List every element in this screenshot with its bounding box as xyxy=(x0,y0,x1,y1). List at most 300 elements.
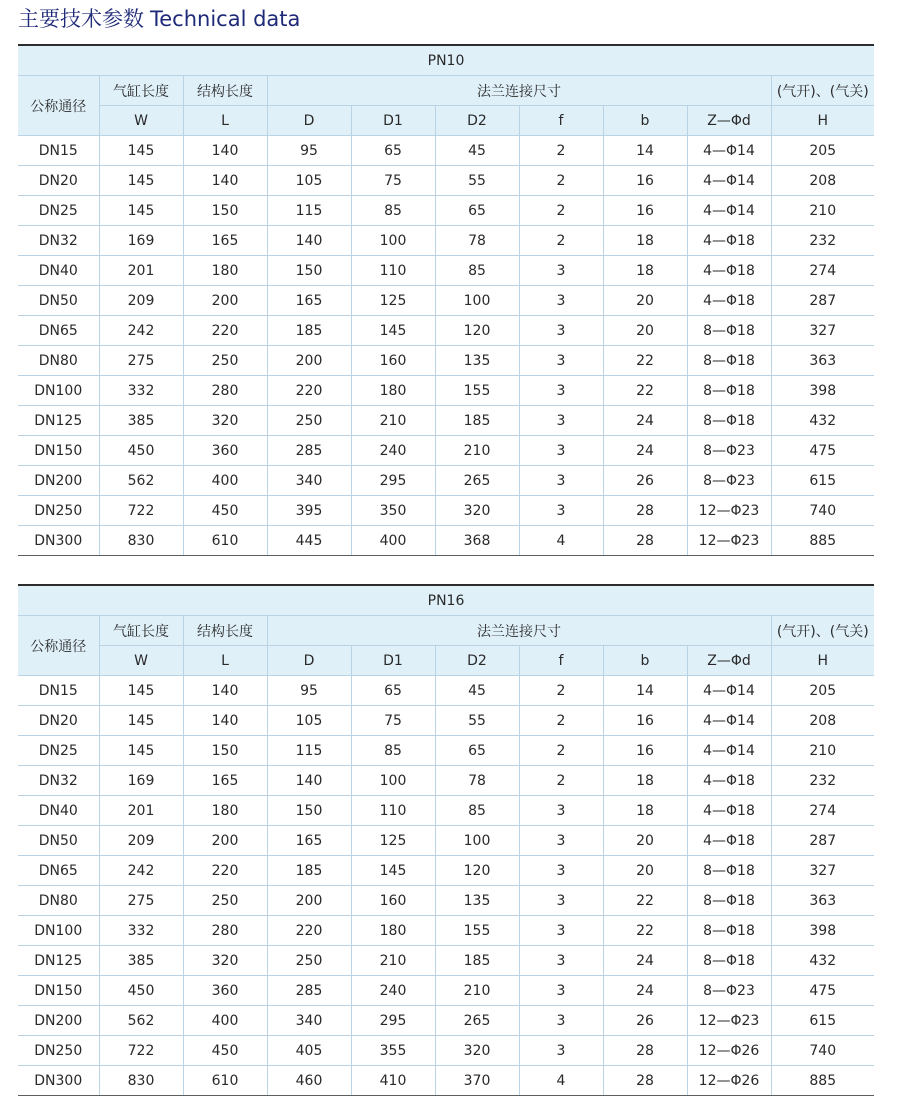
cell-d: 220 xyxy=(267,916,351,946)
table-row xyxy=(18,496,874,526)
cell-f: 3 xyxy=(519,256,603,286)
cell-w: 201 xyxy=(99,256,183,286)
cell-h: 274 xyxy=(771,796,874,826)
cell-d2: 55 xyxy=(435,166,519,196)
cell-b: 24 xyxy=(603,976,687,1006)
cell-d1: 125 xyxy=(351,826,435,856)
cell-l: 220 xyxy=(183,856,267,886)
cell-w: 722 xyxy=(99,496,183,526)
cell-nominal-diameter: DN40 xyxy=(18,256,99,286)
cell-nominal-diameter: DN32 xyxy=(18,766,99,796)
cell-d: 220 xyxy=(267,376,351,406)
cell-d1: 100 xyxy=(351,226,435,256)
cell-b: 18 xyxy=(603,766,687,796)
cell-l: 140 xyxy=(183,706,267,736)
cell-f: 3 xyxy=(519,886,603,916)
col-header-z-phi-d: Z—Φd xyxy=(687,106,771,136)
header-nominal-diameter: 公称通径 xyxy=(18,616,99,676)
cell-l: 280 xyxy=(183,376,267,406)
cell-w: 332 xyxy=(99,916,183,946)
cell-f: 3 xyxy=(519,946,603,976)
cell-d: 250 xyxy=(267,406,351,436)
cell-d: 95 xyxy=(267,136,351,166)
cell-w: 275 xyxy=(99,346,183,376)
table-row xyxy=(18,316,874,346)
cell-nominal-diameter: DN25 xyxy=(18,736,99,766)
cell-d: 105 xyxy=(267,706,351,736)
cell-d1: 180 xyxy=(351,916,435,946)
cell-l: 200 xyxy=(183,286,267,316)
cell-b: 28 xyxy=(603,496,687,526)
table-row xyxy=(18,256,874,286)
cell-f: 4 xyxy=(519,1066,603,1096)
cell-d2: 55 xyxy=(435,706,519,736)
cell-h: 327 xyxy=(771,856,874,886)
cell-d: 95 xyxy=(267,676,351,706)
cell-d: 140 xyxy=(267,766,351,796)
cell-nominal-diameter: DN300 xyxy=(18,1066,99,1096)
col-header-d: D xyxy=(267,106,351,136)
cell-b: 16 xyxy=(603,706,687,736)
cell-l: 150 xyxy=(183,736,267,766)
cell-w: 242 xyxy=(99,316,183,346)
cell-nominal-diameter: DN200 xyxy=(18,1006,99,1036)
cell-w: 201 xyxy=(99,796,183,826)
cell-nominal-diameter: DN80 xyxy=(18,346,99,376)
cell-f: 2 xyxy=(519,196,603,226)
table-row xyxy=(18,916,874,946)
cell-d1: 125 xyxy=(351,286,435,316)
cell-d2: 210 xyxy=(435,976,519,1006)
cell-w: 145 xyxy=(99,736,183,766)
cell-d: 115 xyxy=(267,196,351,226)
cell-w: 169 xyxy=(99,226,183,256)
cell-nominal-diameter: DN200 xyxy=(18,466,99,496)
cell-w: 830 xyxy=(99,526,183,556)
table-row xyxy=(18,196,874,226)
cell-z-phi-d: 4—Φ14 xyxy=(687,166,771,196)
cell-w: 145 xyxy=(99,166,183,196)
cell-l: 220 xyxy=(183,316,267,346)
cell-f: 2 xyxy=(519,166,603,196)
cell-d1: 210 xyxy=(351,406,435,436)
cell-nominal-diameter: DN32 xyxy=(18,226,99,256)
table-row xyxy=(18,946,874,976)
cell-l: 140 xyxy=(183,166,267,196)
cell-d2: 185 xyxy=(435,946,519,976)
cell-z-phi-d: 8—Φ18 xyxy=(687,886,771,916)
cell-h: 210 xyxy=(771,736,874,766)
cell-z-phi-d: 8—Φ18 xyxy=(687,316,771,346)
cell-f: 3 xyxy=(519,976,603,1006)
cell-h: 475 xyxy=(771,976,874,1006)
cell-d: 105 xyxy=(267,166,351,196)
cell-nominal-diameter: DN65 xyxy=(18,856,99,886)
cell-d2: 45 xyxy=(435,676,519,706)
cell-d1: 110 xyxy=(351,796,435,826)
cell-d: 165 xyxy=(267,286,351,316)
cell-l: 400 xyxy=(183,466,267,496)
table-row xyxy=(18,136,874,166)
cell-w: 145 xyxy=(99,676,183,706)
cell-d2: 265 xyxy=(435,466,519,496)
cell-d1: 100 xyxy=(351,766,435,796)
cell-b: 20 xyxy=(603,316,687,346)
pressure-rating: PN16 xyxy=(18,585,874,616)
header-cylinder-length: 气缸长度 xyxy=(99,76,183,106)
table-row xyxy=(18,1066,874,1096)
cell-d1: 295 xyxy=(351,1006,435,1036)
cell-d2: 65 xyxy=(435,196,519,226)
cell-w: 332 xyxy=(99,376,183,406)
table-row xyxy=(18,466,874,496)
cell-nominal-diameter: DN250 xyxy=(18,1036,99,1066)
cell-f: 3 xyxy=(519,376,603,406)
table-row xyxy=(18,436,874,466)
table-row xyxy=(18,1036,874,1066)
cell-nominal-diameter: DN20 xyxy=(18,706,99,736)
cell-d1: 240 xyxy=(351,976,435,1006)
cell-f: 2 xyxy=(519,706,603,736)
cell-l: 150 xyxy=(183,196,267,226)
col-header-b: b xyxy=(603,646,687,676)
col-header-d: D xyxy=(267,646,351,676)
cell-b: 14 xyxy=(603,676,687,706)
col-header-l: L xyxy=(183,106,267,136)
cell-w: 385 xyxy=(99,946,183,976)
cell-l: 165 xyxy=(183,766,267,796)
cell-z-phi-d: 4—Φ18 xyxy=(687,226,771,256)
cell-f: 4 xyxy=(519,526,603,556)
cell-d1: 160 xyxy=(351,346,435,376)
cell-d: 340 xyxy=(267,1006,351,1036)
cell-d1: 350 xyxy=(351,496,435,526)
table-row xyxy=(18,706,874,736)
cell-l: 250 xyxy=(183,346,267,376)
cell-h: 615 xyxy=(771,466,874,496)
cell-l: 400 xyxy=(183,1006,267,1036)
cell-f: 3 xyxy=(519,406,603,436)
cell-b: 14 xyxy=(603,136,687,166)
cell-z-phi-d: 8—Φ18 xyxy=(687,346,771,376)
cell-h: 208 xyxy=(771,706,874,736)
table-row xyxy=(18,526,874,556)
header-structure-length: 结构长度 xyxy=(183,616,267,646)
cell-d2: 120 xyxy=(435,856,519,886)
cell-b: 26 xyxy=(603,466,687,496)
header-nominal-diameter: 公称通径 xyxy=(18,76,99,136)
cell-d1: 110 xyxy=(351,256,435,286)
cell-f: 3 xyxy=(519,346,603,376)
cell-f: 3 xyxy=(519,796,603,826)
cell-h: 208 xyxy=(771,166,874,196)
cell-l: 360 xyxy=(183,436,267,466)
cell-h: 205 xyxy=(771,136,874,166)
cell-d1: 75 xyxy=(351,706,435,736)
cell-d2: 78 xyxy=(435,766,519,796)
cell-b: 28 xyxy=(603,1036,687,1066)
cell-z-phi-d: 4—Φ18 xyxy=(687,826,771,856)
cell-h: 274 xyxy=(771,256,874,286)
cell-z-phi-d: 4—Φ14 xyxy=(687,736,771,766)
cell-d2: 155 xyxy=(435,376,519,406)
col-header-d1: D1 xyxy=(351,646,435,676)
cell-l: 320 xyxy=(183,946,267,976)
cell-f: 2 xyxy=(519,226,603,256)
cell-d1: 75 xyxy=(351,166,435,196)
cell-d1: 145 xyxy=(351,316,435,346)
cell-nominal-diameter: DN80 xyxy=(18,886,99,916)
table-row xyxy=(18,406,874,436)
cell-h: 232 xyxy=(771,766,874,796)
cell-d: 200 xyxy=(267,346,351,376)
cell-d1: 210 xyxy=(351,946,435,976)
cell-z-phi-d: 8—Φ23 xyxy=(687,436,771,466)
cell-f: 3 xyxy=(519,1006,603,1036)
cell-d2: 100 xyxy=(435,286,519,316)
cell-z-phi-d: 4—Φ18 xyxy=(687,256,771,286)
cell-d1: 180 xyxy=(351,376,435,406)
cell-nominal-diameter: DN125 xyxy=(18,946,99,976)
cell-h: 432 xyxy=(771,946,874,976)
table-row xyxy=(18,796,874,826)
cell-d: 405 xyxy=(267,1036,351,1066)
cell-f: 3 xyxy=(519,286,603,316)
cell-nominal-diameter: DN50 xyxy=(18,826,99,856)
table-row xyxy=(18,886,874,916)
col-header-d2: D2 xyxy=(435,106,519,136)
cell-w: 145 xyxy=(99,136,183,166)
table-row xyxy=(18,226,874,256)
cell-h: 232 xyxy=(771,226,874,256)
cell-d: 250 xyxy=(267,946,351,976)
cell-f: 2 xyxy=(519,136,603,166)
cell-f: 3 xyxy=(519,316,603,346)
cell-d1: 240 xyxy=(351,436,435,466)
col-header-w: W xyxy=(99,646,183,676)
cell-d2: 100 xyxy=(435,826,519,856)
cell-w: 562 xyxy=(99,466,183,496)
cell-d2: 45 xyxy=(435,136,519,166)
cell-h: 740 xyxy=(771,1036,874,1066)
cell-d: 285 xyxy=(267,436,351,466)
cell-f: 2 xyxy=(519,766,603,796)
table-row xyxy=(18,346,874,376)
cell-z-phi-d: 4—Φ14 xyxy=(687,136,771,166)
cell-d1: 295 xyxy=(351,466,435,496)
pressure-rating: PN10 xyxy=(18,45,874,76)
cell-f: 3 xyxy=(519,916,603,946)
col-header-z-phi-d: Z—Φd xyxy=(687,646,771,676)
table-row xyxy=(18,286,874,316)
cell-h: 327 xyxy=(771,316,874,346)
cell-d: 185 xyxy=(267,316,351,346)
table-row xyxy=(18,166,874,196)
cell-w: 145 xyxy=(99,196,183,226)
cell-nominal-diameter: DN300 xyxy=(18,526,99,556)
table-row xyxy=(18,856,874,886)
cell-d1: 85 xyxy=(351,736,435,766)
cell-nominal-diameter: DN65 xyxy=(18,316,99,346)
cell-d1: 65 xyxy=(351,676,435,706)
cell-l: 360 xyxy=(183,976,267,1006)
cell-b: 18 xyxy=(603,796,687,826)
cell-z-phi-d: 4—Φ14 xyxy=(687,676,771,706)
cell-w: 242 xyxy=(99,856,183,886)
cell-b: 26 xyxy=(603,1006,687,1036)
cell-z-phi-d: 4—Φ18 xyxy=(687,766,771,796)
cell-z-phi-d: 12—Φ26 xyxy=(687,1066,771,1096)
table-row xyxy=(18,766,874,796)
cell-d: 460 xyxy=(267,1066,351,1096)
page-title-en: Technical data xyxy=(150,7,301,31)
cell-b: 20 xyxy=(603,286,687,316)
cell-nominal-diameter: DN15 xyxy=(18,136,99,166)
cell-d: 200 xyxy=(267,886,351,916)
cell-w: 275 xyxy=(99,886,183,916)
cell-nominal-diameter: DN150 xyxy=(18,436,99,466)
cell-d1: 85 xyxy=(351,196,435,226)
cell-h: 363 xyxy=(771,346,874,376)
cell-w: 450 xyxy=(99,976,183,1006)
cell-d2: 155 xyxy=(435,916,519,946)
cell-d: 185 xyxy=(267,856,351,886)
cell-z-phi-d: 8—Φ23 xyxy=(687,976,771,1006)
cell-w: 209 xyxy=(99,286,183,316)
cell-l: 610 xyxy=(183,1066,267,1096)
cell-h: 885 xyxy=(771,526,874,556)
cell-h: 398 xyxy=(771,376,874,406)
cell-d2: 368 xyxy=(435,526,519,556)
cell-d1: 400 xyxy=(351,526,435,556)
cell-b: 22 xyxy=(603,886,687,916)
cell-nominal-diameter: DN250 xyxy=(18,496,99,526)
table-row xyxy=(18,736,874,766)
cell-d2: 85 xyxy=(435,796,519,826)
cell-d2: 85 xyxy=(435,256,519,286)
cell-l: 280 xyxy=(183,916,267,946)
cell-d: 150 xyxy=(267,256,351,286)
cell-w: 830 xyxy=(99,1066,183,1096)
cell-w: 722 xyxy=(99,1036,183,1066)
cell-z-phi-d: 8—Φ18 xyxy=(687,376,771,406)
header-flange-dimensions: 法兰连接尺寸 xyxy=(267,616,771,646)
cell-h: 475 xyxy=(771,436,874,466)
cell-l: 200 xyxy=(183,826,267,856)
cell-d2: 210 xyxy=(435,436,519,466)
col-header-w: W xyxy=(99,106,183,136)
cell-l: 610 xyxy=(183,526,267,556)
col-header-f: f xyxy=(519,646,603,676)
col-header-d1: D1 xyxy=(351,106,435,136)
cell-nominal-diameter: DN100 xyxy=(18,916,99,946)
cell-d: 140 xyxy=(267,226,351,256)
cell-d: 285 xyxy=(267,976,351,1006)
cell-l: 320 xyxy=(183,406,267,436)
cell-w: 169 xyxy=(99,766,183,796)
cell-w: 145 xyxy=(99,706,183,736)
cell-b: 24 xyxy=(603,436,687,466)
cell-b: 20 xyxy=(603,826,687,856)
cell-d1: 410 xyxy=(351,1066,435,1096)
cell-w: 562 xyxy=(99,1006,183,1036)
cell-d: 445 xyxy=(267,526,351,556)
header-cylinder-length: 气缸长度 xyxy=(99,616,183,646)
cell-nominal-diameter: DN25 xyxy=(18,196,99,226)
header-structure-length: 结构长度 xyxy=(183,76,267,106)
cell-w: 385 xyxy=(99,406,183,436)
cell-z-phi-d: 4—Φ14 xyxy=(687,706,771,736)
cell-d1: 355 xyxy=(351,1036,435,1066)
cell-d2: 320 xyxy=(435,1036,519,1066)
cell-d2: 370 xyxy=(435,1066,519,1096)
cell-h: 740 xyxy=(771,496,874,526)
cell-d2: 265 xyxy=(435,1006,519,1036)
cell-nominal-diameter: DN50 xyxy=(18,286,99,316)
cell-l: 450 xyxy=(183,1036,267,1066)
cell-b: 18 xyxy=(603,226,687,256)
cell-h: 615 xyxy=(771,1006,874,1036)
cell-z-phi-d: 8—Φ18 xyxy=(687,916,771,946)
cell-d1: 65 xyxy=(351,136,435,166)
page-title-zh: 主要技术参数 xyxy=(18,7,144,31)
cell-nominal-diameter: DN40 xyxy=(18,796,99,826)
cell-h: 432 xyxy=(771,406,874,436)
cell-b: 24 xyxy=(603,946,687,976)
cell-nominal-diameter: DN20 xyxy=(18,166,99,196)
cell-f: 3 xyxy=(519,466,603,496)
cell-nominal-diameter: DN15 xyxy=(18,676,99,706)
cell-d2: 78 xyxy=(435,226,519,256)
cell-d2: 320 xyxy=(435,496,519,526)
cell-z-phi-d: 12—Φ23 xyxy=(687,1006,771,1036)
cell-f: 3 xyxy=(519,496,603,526)
cell-b: 24 xyxy=(603,406,687,436)
header-air-open-close: (气开)、(气关) xyxy=(771,616,874,646)
cell-l: 250 xyxy=(183,886,267,916)
cell-h: 398 xyxy=(771,916,874,946)
col-header-d2: D2 xyxy=(435,646,519,676)
table-row xyxy=(18,976,874,1006)
cell-b: 20 xyxy=(603,856,687,886)
table-row xyxy=(18,1006,874,1036)
cell-nominal-diameter: DN100 xyxy=(18,376,99,406)
col-header-l: L xyxy=(183,646,267,676)
cell-b: 16 xyxy=(603,166,687,196)
cell-d: 340 xyxy=(267,466,351,496)
cell-z-phi-d: 8—Φ18 xyxy=(687,946,771,976)
cell-d: 115 xyxy=(267,736,351,766)
cell-b: 22 xyxy=(603,376,687,406)
spec-table-pn10 xyxy=(18,44,874,556)
cell-b: 16 xyxy=(603,736,687,766)
cell-l: 165 xyxy=(183,226,267,256)
cell-l: 140 xyxy=(183,676,267,706)
header-air-open-close: (气开)、(气关) xyxy=(771,76,874,106)
cell-w: 450 xyxy=(99,436,183,466)
cell-h: 210 xyxy=(771,196,874,226)
col-header-b: b xyxy=(603,106,687,136)
cell-z-phi-d: 12—Φ26 xyxy=(687,1036,771,1066)
cell-f: 3 xyxy=(519,826,603,856)
cell-z-phi-d: 4—Φ14 xyxy=(687,196,771,226)
cell-d1: 145 xyxy=(351,856,435,886)
cell-d2: 185 xyxy=(435,406,519,436)
cell-d: 150 xyxy=(267,796,351,826)
cell-z-phi-d: 8—Φ18 xyxy=(687,406,771,436)
spec-table-pn16 xyxy=(18,584,874,1096)
cell-nominal-diameter: DN150 xyxy=(18,976,99,1006)
